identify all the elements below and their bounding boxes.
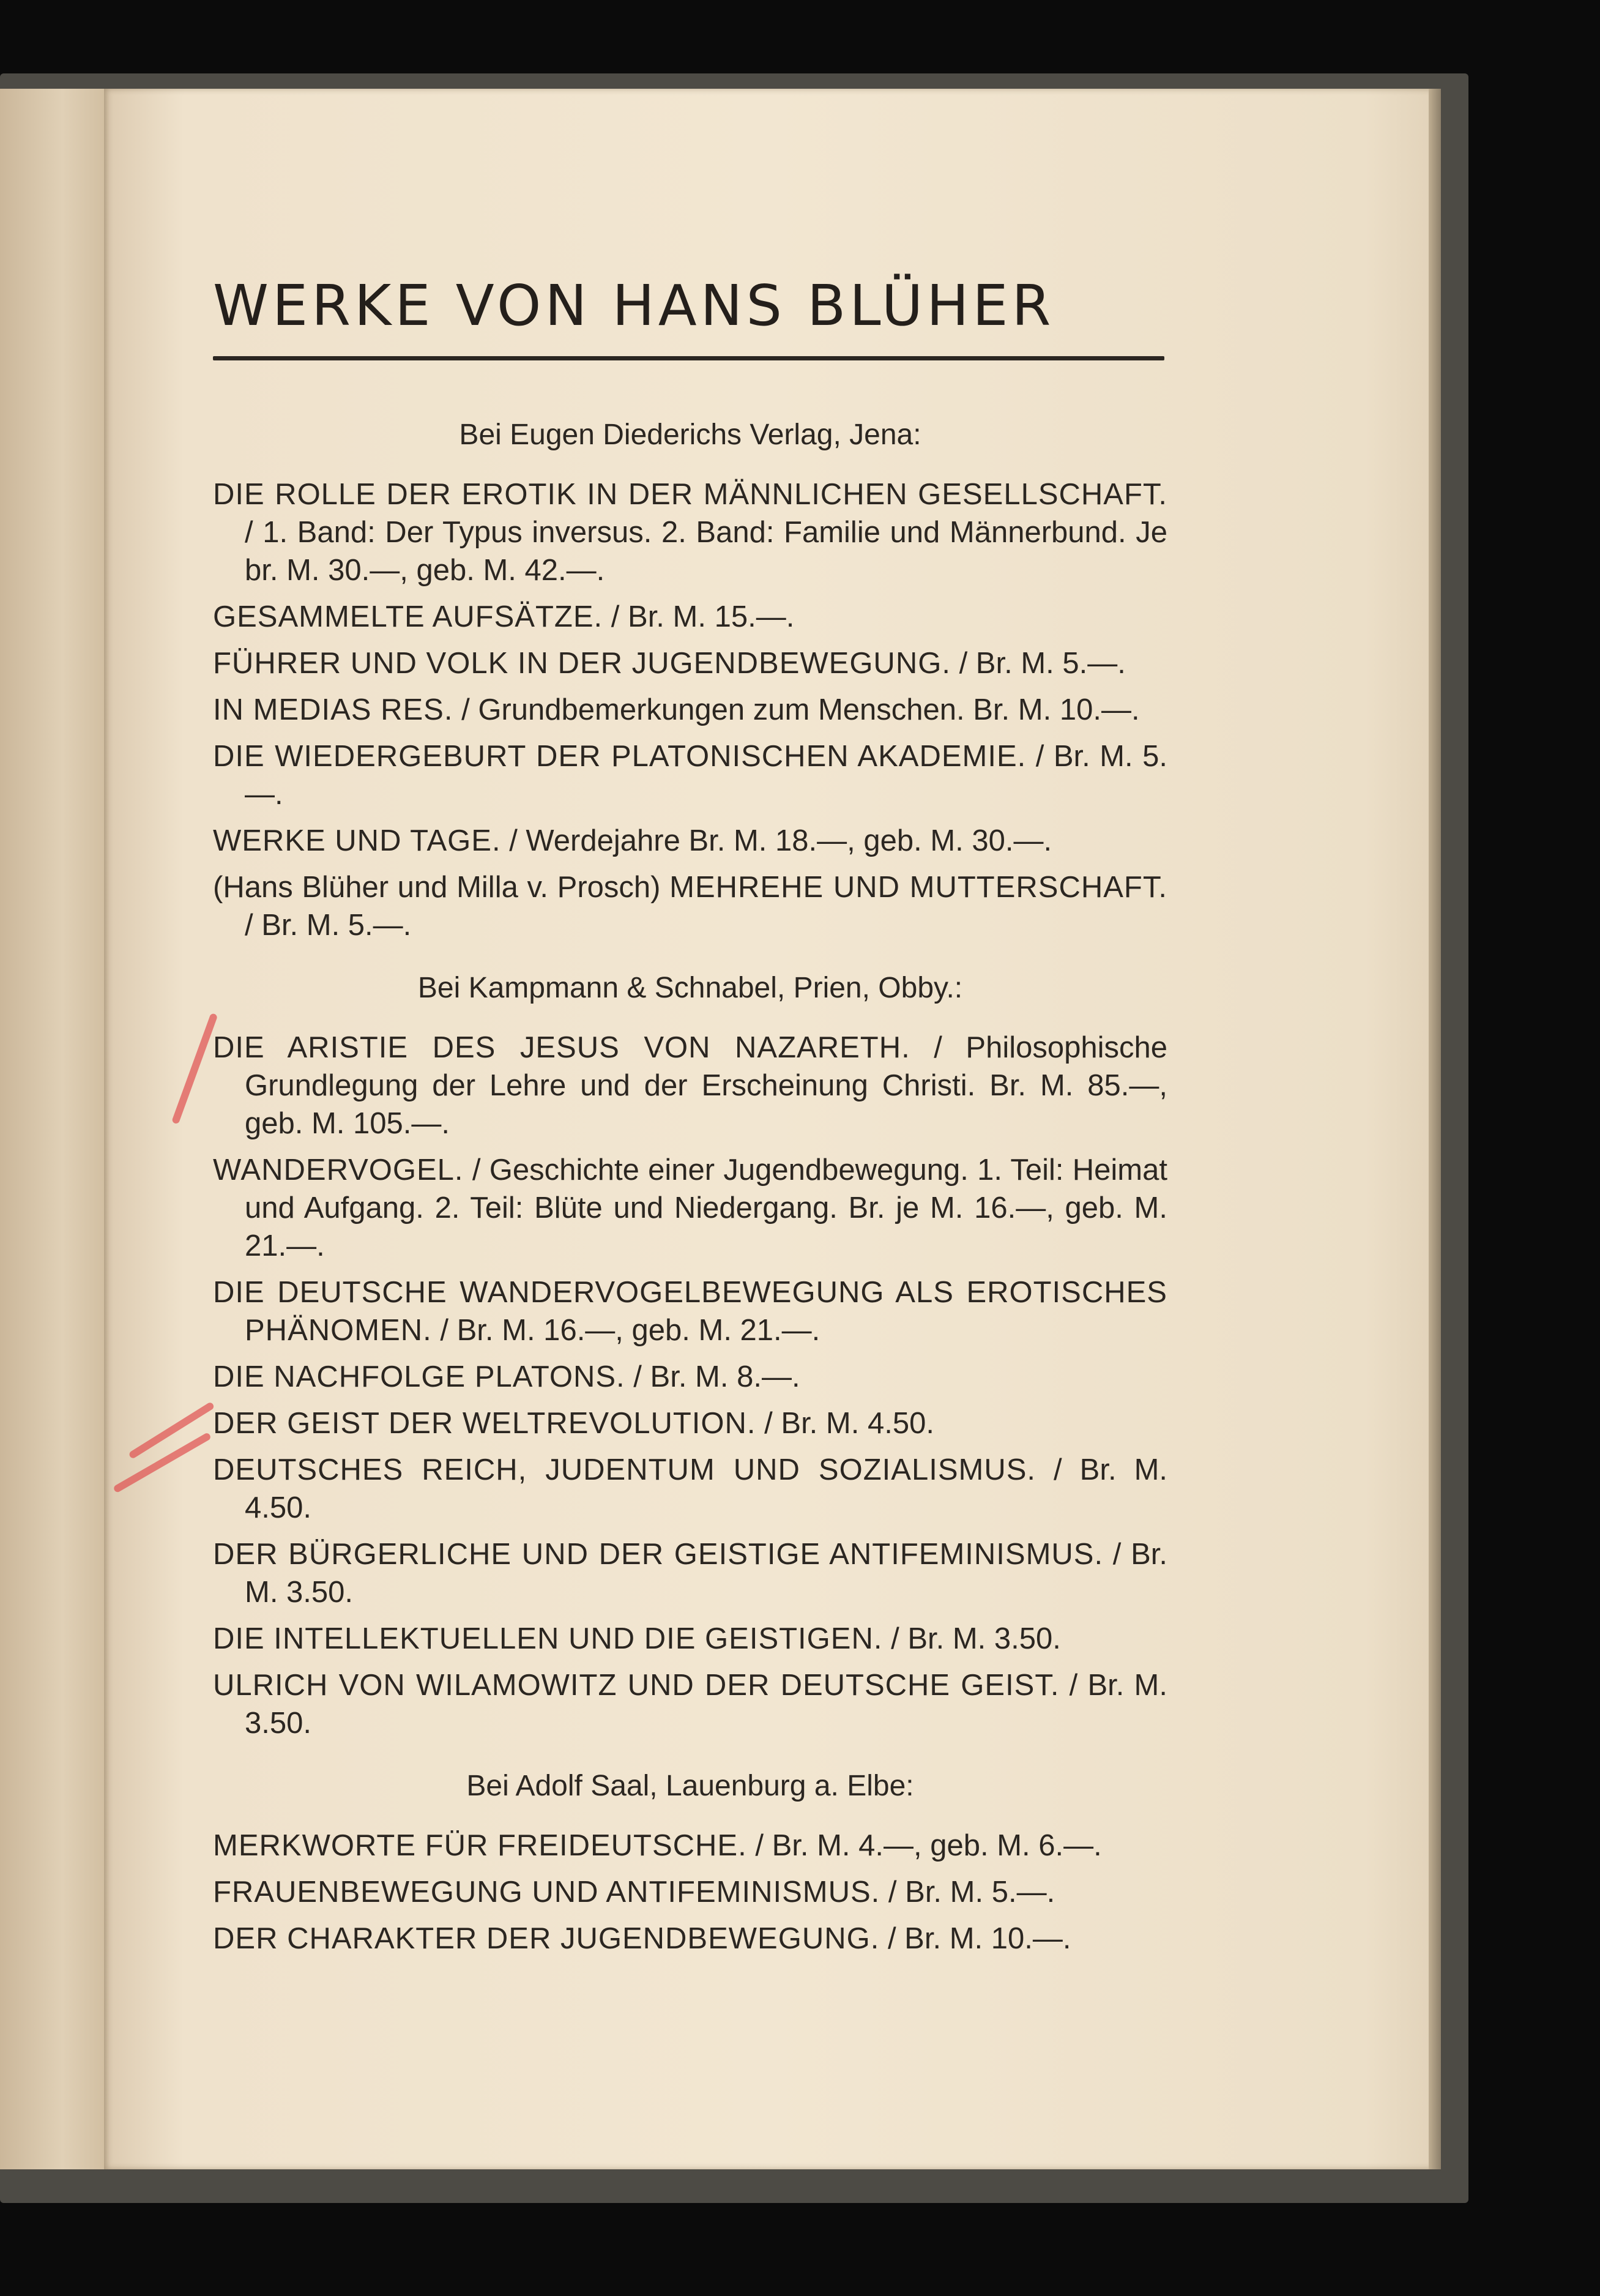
book-detail: / Br. M. 3.50. — [891, 1622, 1061, 1655]
book-title: FÜHRER UND VOLK IN DER JUGENDBEWEGUNG. — [213, 647, 951, 680]
book-title: WANDERVOGEL. — [213, 1154, 464, 1187]
book-entry — [213, 1827, 1167, 1865]
book-title: DIE ARISTIE DES JESUS VON NAZARETH. — [213, 1031, 910, 1064]
book-detail: / Grundbemerkungen zum Menschen. Br. M. 10.—. — [461, 693, 1140, 726]
publisher-heading: Bei Adolf Saal, Lauenburg a. Elbe: — [466, 1770, 914, 1802]
book-detail: / Br. M. 10.—. — [887, 1922, 1071, 1955]
book-detail: / Br. M. 4.50. — [245, 1453, 1167, 1524]
book-entry — [213, 598, 1167, 636]
book-title: DEUTSCHES REICH, JUDENTUM UND SOZIALISMUS. — [213, 1453, 1036, 1486]
book-title: DIE WIEDERGEBURT DER PLATONISCHEN AKADEMIE. — [213, 740, 1027, 773]
book-detail: / Br. M. 5.—. — [888, 1876, 1055, 1909]
book-detail: / Br. M. 3.50. — [245, 1669, 1167, 1740]
book-title: DER CHARAKTER DER JUGENDBEWEGUNG. — [213, 1922, 880, 1955]
book-entry — [213, 1029, 1167, 1142]
book-entry — [213, 1920, 1167, 1958]
book-entry — [213, 691, 1167, 729]
page-edge — [1429, 89, 1441, 2169]
book-title: DIE NACHFOLGE PLATONS. — [213, 1360, 625, 1393]
section-diederichs — [213, 416, 1167, 944]
catalog — [213, 269, 1167, 1966]
book-title: FRAUENBEWEGUNG UND ANTIFEMINISMUS. — [213, 1876, 880, 1909]
book-title: GESAMMELTE AUFSÄTZE. — [213, 600, 603, 633]
book-title: DER GEIST DER WELTREVOLUTION. — [213, 1407, 756, 1440]
book-entry — [213, 1873, 1167, 1911]
book-detail: / Br. M. 5.—. — [245, 740, 1167, 811]
book-entry — [213, 1535, 1167, 1611]
publisher-heading: Bei Eugen Diederichs Verlag, Jena: — [459, 419, 921, 451]
book-title: DIE ROLLE DER EROTIK IN DER MÄNNLICHEN GESELLSCHAFT. — [213, 478, 1167, 511]
book-detail: / Br. M. 5.—. — [959, 647, 1126, 680]
book-entry — [213, 1358, 1167, 1396]
book-detail: / Werdejahre Br. M. 18.—, geb. M. 30.—. — [509, 824, 1052, 857]
book-detail: / Br. M. 5.—. — [245, 909, 412, 942]
book-title: DIE DEUTSCHE WANDERVOGELBEWEGUNG ALS EROTISCHES PHÄNOMEN. — [213, 1276, 1167, 1347]
book-entry — [213, 1404, 1167, 1442]
book-entry — [213, 1451, 1167, 1527]
book-title: IN MEDIAS RES. — [213, 693, 453, 726]
left-page-edge — [0, 89, 104, 2169]
book-entry — [213, 737, 1167, 813]
book-title: ULRICH VON WILAMOWITZ UND DER DEUTSCHE GEIST. — [213, 1669, 1060, 1702]
book-detail: / Br. M. 15.—. — [611, 600, 795, 633]
book-detail: / Br. M. 16.—, geb. M. 21.—. — [440, 1314, 820, 1347]
book-authors: (Hans Blüher und Milla v. Prosch) — [213, 871, 661, 904]
book-title: DIE INTELLEKTUELLEN UND DIE GEISTIGEN. — [213, 1622, 883, 1655]
book-detail: / Br. M. 8.—. — [633, 1360, 800, 1393]
book-entry — [213, 1273, 1167, 1349]
book-detail: / Geschichte einer Jugendbewegung. 1. Teil: Heimat und Aufgang. 2. Teil: Blüte und Niedergang. Br. je M. 16.—, geb. M. 21.—. — [245, 1154, 1167, 1262]
section-saal — [213, 1767, 1167, 1958]
page-title: WERKE VON HANS BLÜHER — [213, 273, 1055, 338]
book-title: MERKWORTE FÜR FREIDEUTSCHE. — [213, 1829, 747, 1862]
book-detail: / 1. Band: Der Typus inversus. 2. Band: Familie und Männerbund. Je br. M. 30.—, geb. M. 42.—. — [245, 516, 1167, 587]
book-detail: / Philosophische Grundlegung der Lehre und der Erscheinung Christi. Br. M. 85.—, geb. M. 105.—. — [245, 1031, 1167, 1140]
book-entry — [213, 868, 1167, 944]
book-title: WERKE UND TAGE. — [213, 824, 501, 857]
book-entry — [213, 475, 1167, 589]
book-entry — [213, 1151, 1167, 1265]
book-detail: / Br. M. 3.50. — [245, 1538, 1167, 1609]
title-rule — [213, 356, 1164, 360]
book-entry — [213, 822, 1167, 860]
book-detail: / Br. M. 4.50. — [764, 1407, 934, 1440]
publisher-heading: Bei Kampmann & Schnabel, Prien, Obby.: — [417, 972, 963, 1004]
book-detail: / Br. M. 4.—, geb. M. 6.—. — [755, 1829, 1102, 1862]
book-entry — [213, 1666, 1167, 1742]
section-kampmann — [213, 969, 1167, 1742]
book-entry — [213, 1620, 1167, 1658]
book-entry — [213, 644, 1167, 682]
book-title: DER BÜRGERLICHE UND DER GEISTIGE ANTIFEMINISMUS. — [213, 1538, 1104, 1571]
book-title: MEHREHE UND MUTTERSCHAFT. — [669, 871, 1167, 904]
